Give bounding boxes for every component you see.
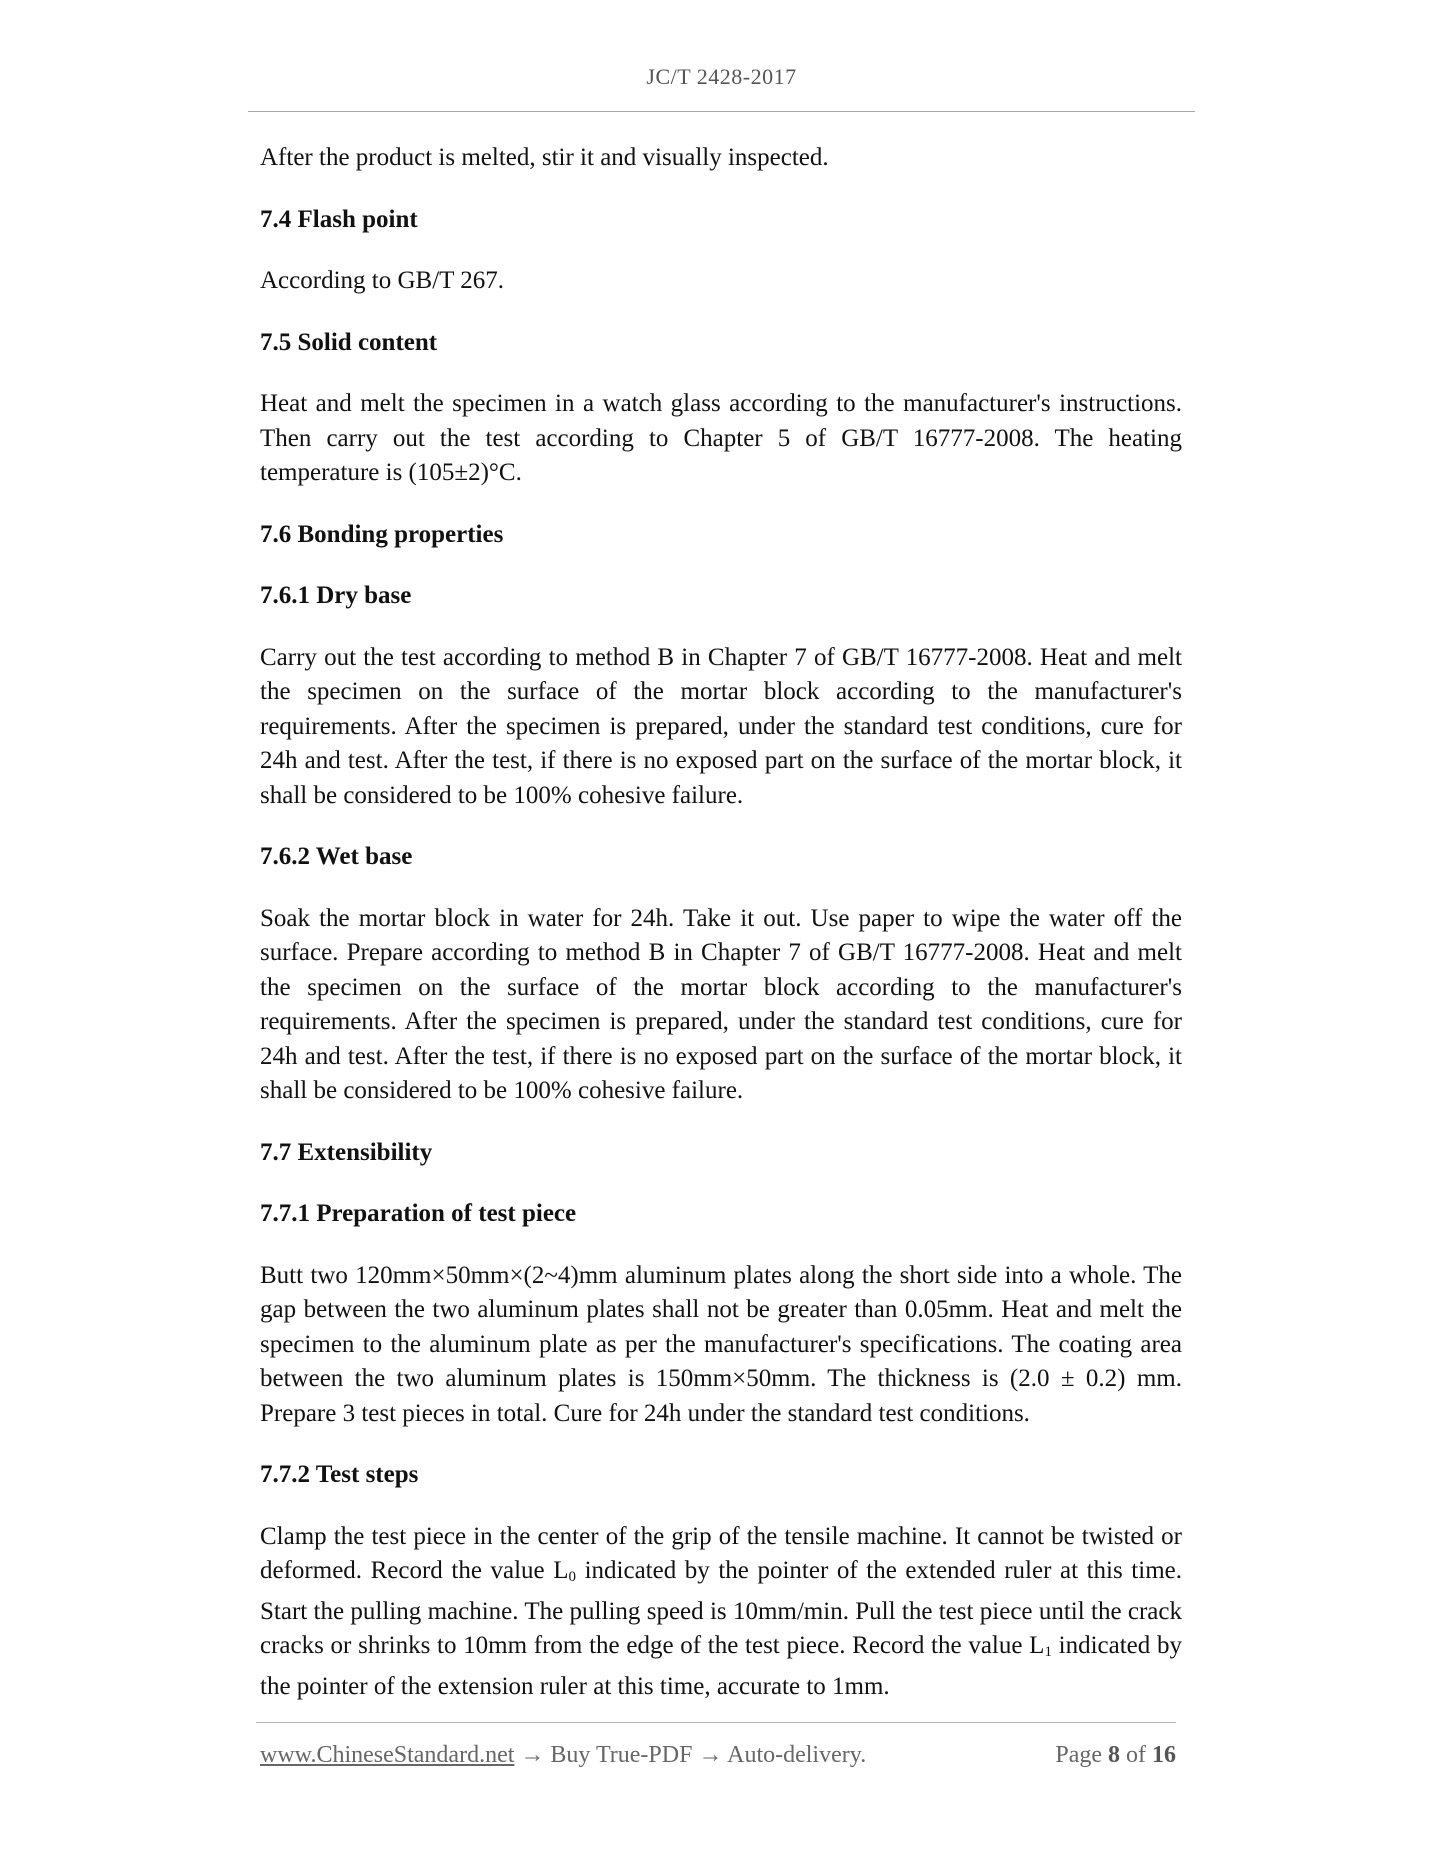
subscript-one: 1: [1044, 1644, 1052, 1660]
total-pages: 16: [1152, 1742, 1176, 1768]
paragraph-visual-inspection: After the product is melted, stir it and visually inspected.: [260, 144, 829, 171]
website-link[interactable]: www.ChineseStandard.net: [260, 1742, 515, 1768]
heading-7-6-1: 7.6.1 Dry base: [260, 582, 412, 609]
paragraph-7-5: Heat and melt the specimen in a watch glass according to the manufacturer's instructions. Then carry out the test according to Chapter 5 of GB/T 16777-2008. The heating temperature is (105±2)°C.: [260, 390, 1182, 486]
footer-promo: [260, 1742, 866, 1769]
paragraph-7-7-2-part-a: Clamp the test piece in the center of the grip of the tensile machine. It cannot be twisted or deformed. Record the value L: [260, 1522, 1182, 1584]
heading-7-7-2: 7.7.2 Test steps: [260, 1461, 419, 1488]
paragraph-7-6-2: Soak the mortar block in water for 24h. Take it out. Use paper to wipe the water off the surface. Prepare according to method B in Chapter 7 of GB/T 16777-2008. Heat and melt the specimen on the surface of the mortar block according to the manufacturer's requirements. After the specimen is prepared, under the standard test conditions, cure for 24h and test. After the test, if there is no exposed part on the surface of the mortar block, it shall be considered to be 100% cohesive failure.: [260, 904, 1182, 1104]
footer-promo-text: → Buy True-PDF → Auto-delivery.: [514, 1742, 867, 1768]
heading-7-6-2: 7.6.2 Wet base: [260, 843, 413, 870]
heading-7-7: 7.7 Extensibility: [260, 1138, 433, 1166]
subscript-zero: 0: [568, 1569, 576, 1585]
paragraph-7-7-2-part-c: indicated by the pointer of the extension ruler at this time, accurate to 1mm.: [260, 1632, 1182, 1700]
page-label: Page: [1055, 1742, 1102, 1768]
paragraph-7-6-1: Carry out the test according to method B in Chapter 7 of GB/T 16777-2008. Heat and melt the specimen on the surface of the mortar block according to the manufacturer's requirements. After the specimen is prepared, under the standard test conditions, cure for 24h and test. After the test, if there is no exposed part on the surface of the mortar block, it shall be considered to be 100% cohesive failure.: [260, 643, 1182, 809]
heading-7-5: 7.5 Solid content: [260, 328, 438, 356]
paragraph-7-7-1: Butt two 120mm×50mm×(2~4)mm aluminum plates along the short side into a whole. The gap between the two aluminum plates shall not be greater than 0.05mm. Heat and melt the specimen to the aluminum plate as per the manufacturer's specifications. The coating area between the two aluminum plates is 150mm×50mm. The thickness is (2.0 ± 0.2) mm. Prepare 3 test pieces in total. Cure for 24h under the standard test conditions.: [260, 1261, 1182, 1427]
page-counter: [1055, 1742, 1176, 1769]
of-label: of: [1126, 1742, 1146, 1768]
heading-7-4: 7.4 Flash point: [260, 205, 418, 233]
footer-divider: [256, 1722, 1176, 1723]
page-number: 8: [1108, 1742, 1120, 1768]
header-divider: [248, 111, 1195, 112]
paragraph-7-7-2: [260, 1520, 1182, 1705]
document-code-header: JC/T 2428-2017: [646, 64, 797, 89]
heading-7-6: 7.6 Bonding properties: [260, 520, 504, 548]
heading-7-7-1: 7.7.1 Preparation of test piece: [260, 1200, 577, 1227]
paragraph-7-4: According to GB/T 267.: [260, 267, 504, 294]
paragraph-7-7-2-part-b: indicated by the pointer of the extended ruler at this time. Start the pulling machine. The pulling speed is 10mm/min. Pull the test piece until the crack cracks or shrinks to 10mm from the edge of the test piece. Record the value L: [260, 1557, 1182, 1659]
page-body: [260, 141, 1182, 1731]
